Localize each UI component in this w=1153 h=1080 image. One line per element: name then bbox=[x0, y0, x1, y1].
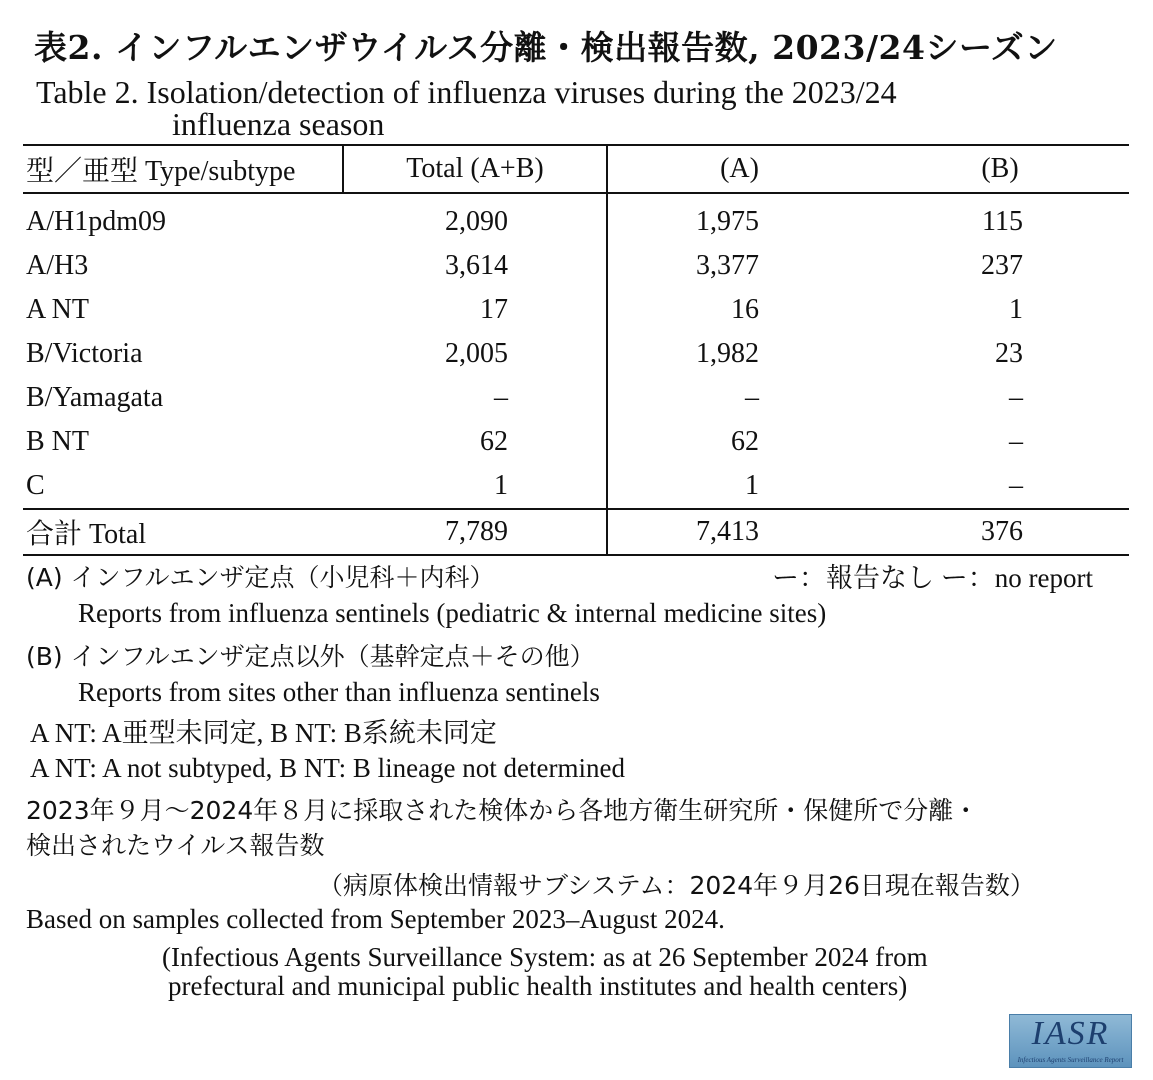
row-total: 62 bbox=[343, 420, 607, 464]
header-total: Total (A+B) bbox=[343, 145, 607, 193]
row-total: 1 bbox=[343, 464, 607, 509]
table-row bbox=[23, 376, 1129, 420]
table-row bbox=[23, 288, 1129, 332]
row-b: – bbox=[1009, 470, 1023, 501]
note-dash-legend: ー：報告なし ー：no report bbox=[772, 563, 1093, 593]
row-a: 1,975 bbox=[696, 206, 759, 237]
row-total: – bbox=[343, 376, 607, 420]
row-b: – bbox=[1009, 426, 1023, 457]
table-row bbox=[23, 332, 1129, 376]
note-basis-en: Based on samples collected from September 2023–August 2024. bbox=[26, 904, 725, 934]
note-source-en-1: (Infectious Agents Surveillance System: as at 26 September 2024 from bbox=[162, 942, 928, 972]
row-label: A/H1pdm09 bbox=[26, 206, 166, 237]
influenza-table bbox=[23, 144, 1129, 556]
total-total: 7,789 bbox=[343, 509, 607, 555]
title-english-line2: influenza season bbox=[172, 106, 385, 142]
note-source-jp: （病原体検出情報サブシステム：2024年９月26日現在報告数） bbox=[318, 871, 1035, 900]
table-row bbox=[23, 244, 1129, 288]
row-a: 1 bbox=[745, 470, 759, 501]
total-b: 376 bbox=[871, 509, 1129, 555]
row-b: 115 bbox=[982, 206, 1023, 237]
title-japanese: 表2. インフルエンザウイルス分離・検出報告数, 2023/24シーズン bbox=[34, 28, 1058, 67]
table-row bbox=[23, 464, 1129, 509]
row-a: 1,982 bbox=[696, 338, 759, 369]
note-source-en-2: prefectural and municipal public health institutes and health centers) bbox=[168, 971, 908, 1001]
table-body bbox=[23, 193, 1129, 555]
row-b: 23 bbox=[995, 338, 1023, 369]
row-total: 17 bbox=[343, 288, 607, 332]
header-b: (B) bbox=[871, 145, 1129, 193]
row-a: 3,377 bbox=[696, 250, 759, 281]
note-basis-jp-2: 検出されたウイルス報告数 bbox=[26, 831, 325, 860]
row-b: 237 bbox=[981, 250, 1023, 281]
table-row-total bbox=[23, 509, 1129, 555]
row-label: B/Victoria bbox=[26, 338, 143, 369]
row-label: A/H3 bbox=[26, 250, 89, 281]
row-total: 2,005 bbox=[343, 332, 607, 376]
row-b: 1 bbox=[1009, 294, 1023, 325]
header-type-subtype: 型／亜型 Type/subtype bbox=[23, 145, 343, 193]
row-label: C bbox=[26, 470, 45, 501]
row-label: A NT bbox=[26, 294, 89, 325]
note-b-en: Reports from sites other than influenza sentinels bbox=[78, 677, 600, 707]
table-header-row bbox=[23, 145, 1129, 193]
total-label: 合計 Total bbox=[23, 509, 343, 555]
row-a: 16 bbox=[731, 294, 759, 325]
title-english bbox=[36, 76, 897, 140]
row-label: B NT bbox=[26, 426, 89, 457]
note-a-en: Reports from influenza sentinels (pediatric & internal medicine sites) bbox=[78, 598, 827, 628]
table-row bbox=[23, 420, 1129, 464]
total-a: 7,413 bbox=[607, 509, 871, 555]
note-nt-en: A NT: A not subtyped, B NT: B lineage not determined bbox=[30, 753, 625, 783]
iasr-logo bbox=[1009, 1014, 1132, 1068]
row-b: – bbox=[1009, 382, 1023, 413]
iasr-logo-subtext: Infectious Agents Surveillance Report bbox=[1017, 1056, 1124, 1064]
row-total: 3,614 bbox=[343, 244, 607, 288]
title-english-line1: Table 2. Isolation/detection of influenza viruses during the 2023/24 bbox=[36, 74, 897, 110]
table-row bbox=[23, 193, 1129, 244]
note-a-jp: (A) インフルエンザ定点（小児科＋内科） bbox=[26, 563, 495, 592]
row-label: B/Yamagata bbox=[26, 382, 164, 413]
note-basis-jp-1: 2023年９月～2024年８月に採取された検体から各地方衛生研究所・保健所で分離・ bbox=[26, 796, 979, 825]
note-b-jp: (B) インフルエンザ定点以外（基幹定点＋その他） bbox=[26, 642, 595, 671]
note-nt-jp: A NT: A亜型未同定, B NT: B系統未同定 bbox=[30, 718, 497, 748]
header-a: (A) bbox=[607, 145, 871, 193]
row-a: – bbox=[745, 382, 759, 413]
row-a: 62 bbox=[731, 426, 759, 457]
iasr-logo-text: IASR bbox=[1031, 1015, 1110, 1052]
row-total: 2,090 bbox=[343, 193, 607, 244]
